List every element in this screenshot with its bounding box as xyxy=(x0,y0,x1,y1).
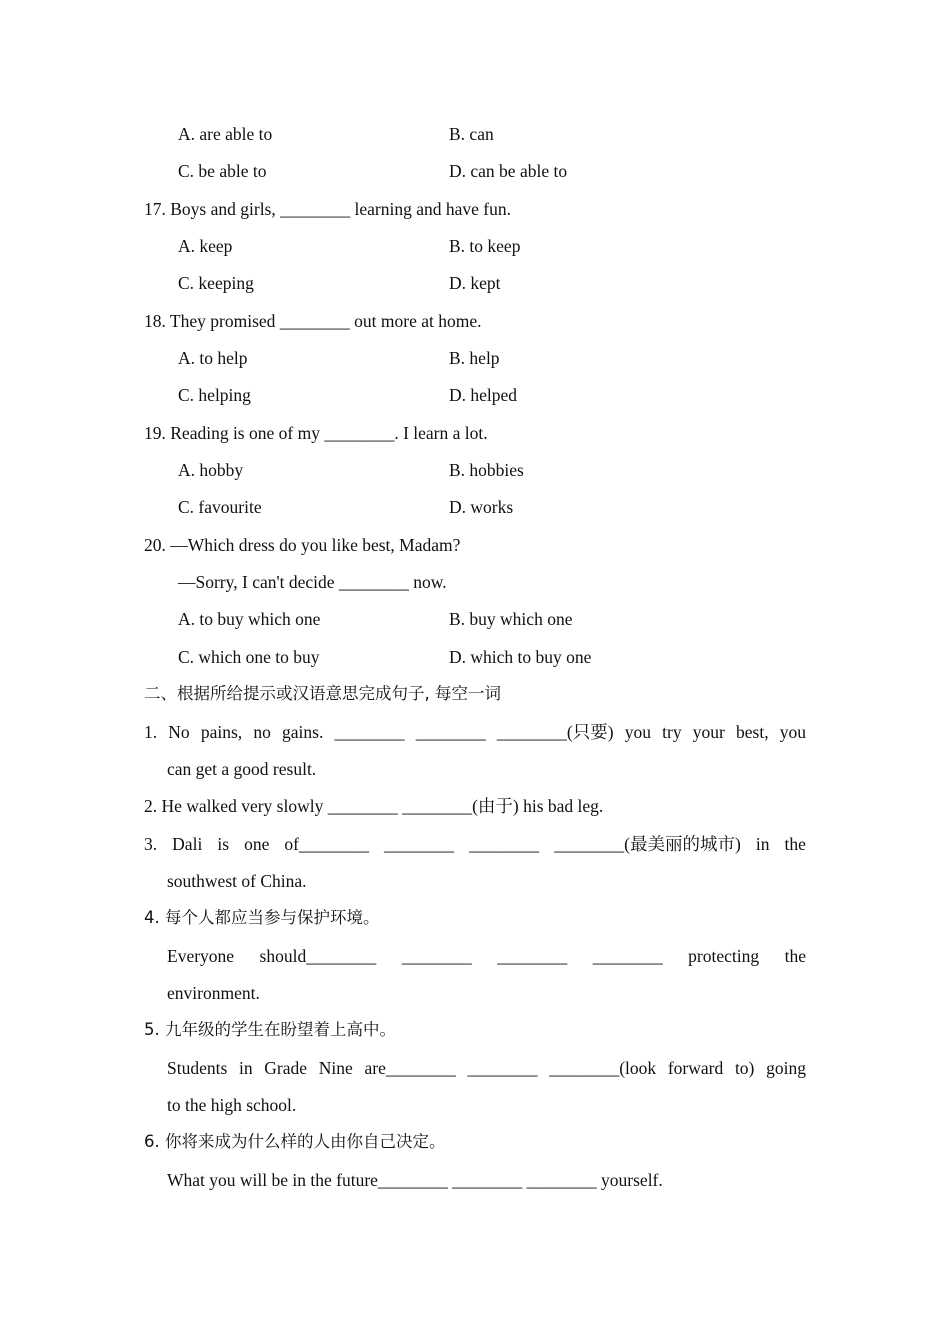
s4-word: protecting xyxy=(688,946,760,966)
q19-option-a: A. hobby xyxy=(178,460,244,480)
q18-option-b: B. help xyxy=(449,348,500,368)
sentence-3 xyxy=(144,833,806,855)
s1-word: try xyxy=(662,722,682,742)
q16-option-b: B. can xyxy=(449,124,494,144)
section-heading: 二、根据所给提示或汉语意思完成句子, 每空一词 xyxy=(144,684,501,703)
q17-option-b: B. to keep xyxy=(449,236,521,256)
s1-word: best, xyxy=(736,722,769,742)
q20-stem: 20. —Which dress do you like best, Madam? xyxy=(144,535,461,555)
q20-option-a: A. to buy which one xyxy=(178,609,321,629)
q18-option-c: C. helping xyxy=(178,385,251,405)
q20-option-c: C. which one to buy xyxy=(178,647,320,667)
s3-word: is xyxy=(217,834,230,854)
q17-option-a: A. keep xyxy=(178,236,233,256)
s1-word: 1. xyxy=(144,722,158,742)
s5-word: forward xyxy=(667,1058,724,1078)
sentence-2: 2. He walked very slowly ________ ________(由于) his bad leg. xyxy=(144,796,604,816)
s5-word: going xyxy=(766,1058,806,1078)
s3-word: in xyxy=(755,834,770,854)
sentence-6: What you will be in the future________ ________ ________ yourself. xyxy=(167,1170,663,1190)
s4-blank: ________ xyxy=(401,946,472,966)
s1-blank-hint: ________(只要) xyxy=(496,722,614,742)
s1-word: you xyxy=(779,722,806,742)
q17-option-c: C. keeping xyxy=(178,273,254,293)
s4-word: the xyxy=(784,946,806,966)
sentence-4 xyxy=(167,945,806,967)
s1-word: your xyxy=(692,722,725,742)
s3-word: the xyxy=(784,834,806,854)
s1-word: no xyxy=(253,722,271,742)
s3-blank: ________ xyxy=(469,834,540,854)
q16-option-a: A. are able to xyxy=(178,124,273,144)
s4-word: Everyone xyxy=(167,946,235,966)
s5-blank-hint: ________(look xyxy=(549,1058,657,1078)
q19-stem: 19. Reading is one of my ________. I learn a lot. xyxy=(144,423,488,443)
s3-blank-hint: ________(最美丽的城市) xyxy=(554,834,741,854)
sentence-1-continuation: can get a good result. xyxy=(167,759,317,779)
q16-option-d: D. can be able to xyxy=(449,161,568,181)
s3-blank: of________ xyxy=(284,834,369,854)
s5-word: Students xyxy=(167,1058,228,1078)
s3-blank: ________ xyxy=(384,834,455,854)
q19-option-c: C. favourite xyxy=(178,497,262,517)
q20-option-d: D. which to buy one xyxy=(449,647,592,667)
q18-option-d: D. helped xyxy=(449,385,518,405)
sentence-6-prompt: 6. 你将来成为什么样的人由你自己决定。 xyxy=(144,1132,446,1151)
s4-blank: ________ xyxy=(497,946,568,966)
s5-blank: ________ xyxy=(467,1058,538,1078)
s4-blank: should________ xyxy=(259,946,377,966)
sentence-5-continuation: to the high school. xyxy=(167,1095,297,1115)
s3-word: one xyxy=(244,834,270,854)
sentence-4-continuation: environment. xyxy=(167,983,260,1003)
s5-blank: are________ xyxy=(364,1058,456,1078)
s1-word: pains, xyxy=(200,722,243,742)
q18-stem: 18. They promised ________ out more at home. xyxy=(144,311,482,331)
sentence-5-prompt: 5. 九年级的学生在盼望着上高中。 xyxy=(144,1020,396,1039)
s1-blank: ________ xyxy=(334,722,405,742)
s1-word: No xyxy=(168,722,190,742)
q18-option-a: A. to help xyxy=(178,348,248,368)
q16-option-c: C. be able to xyxy=(178,161,267,181)
s1-word: you xyxy=(624,722,651,742)
s5-word: to) xyxy=(734,1058,755,1078)
s3-word: 3. xyxy=(144,834,158,854)
sentence-3-continuation: southwest of China. xyxy=(167,871,307,891)
s4-blank: ________ xyxy=(592,946,663,966)
q17-stem: 17. Boys and girls, ________ learning and have fun. xyxy=(144,199,511,219)
s1-word: gains. xyxy=(282,722,324,742)
sentence-1 xyxy=(144,721,806,743)
q17-option-d: D. kept xyxy=(449,273,501,293)
s5-word: in xyxy=(238,1058,253,1078)
q20-reply: —Sorry, I can't decide ________ now. xyxy=(178,572,447,592)
q20-option-b: B. buy which one xyxy=(449,609,573,629)
s5-word: Grade xyxy=(264,1058,308,1078)
s1-blank: ________ xyxy=(415,722,486,742)
sentence-5 xyxy=(167,1057,806,1079)
q19-option-d: D. works xyxy=(449,497,514,517)
sentence-4-prompt: 4. 每个人都应当参与保护环境。 xyxy=(144,908,380,927)
s3-word: Dali xyxy=(172,834,203,854)
q19-option-b: B. hobbies xyxy=(449,460,524,480)
s5-word: Nine xyxy=(318,1058,353,1078)
